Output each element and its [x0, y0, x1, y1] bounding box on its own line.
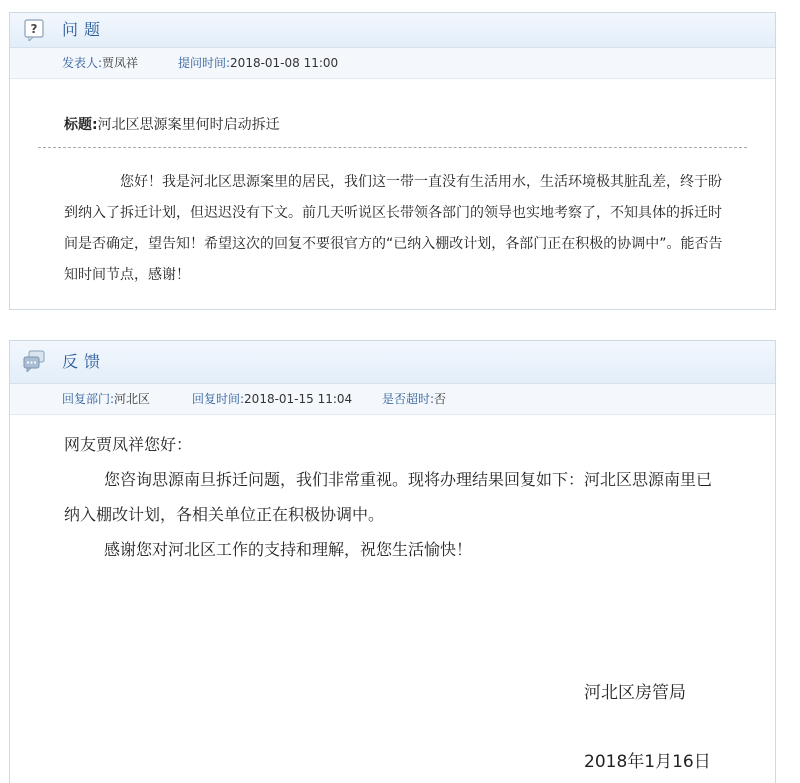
overdue-meta [382, 384, 446, 414]
question-body [64, 167, 724, 291]
feedback-meta [10, 384, 775, 415]
question-header [10, 13, 775, 48]
dashed-divider [38, 147, 747, 148]
reply-time-label: 回复时间: [192, 392, 245, 406]
question-header-title: 问题 [62, 20, 107, 39]
author-meta [62, 48, 138, 78]
feedback-paragraph-1-text: 您咨询思源南旦拆迁问题，我们非常重视。现将办理结果回复如下：河北区思源南里已纳入棚改计划，各相关单位正在积极协调中。 [64, 470, 713, 524]
question-mark-icon [23, 19, 45, 41]
svg-text:?: ? [30, 22, 38, 36]
reply-time-value: 2018-01-15 11:04 [244, 392, 353, 406]
reply-dept-value: 河北区 [114, 392, 151, 406]
ask-time-label: 提问时间: [178, 56, 231, 70]
feedback-paragraph-2 [64, 532, 724, 567]
ask-time-meta [178, 48, 338, 78]
reply-dept-meta [62, 384, 150, 414]
question-title [64, 114, 280, 134]
signature: 河北区房管局 [584, 683, 686, 703]
feedback-panel [9, 340, 776, 783]
feedback-header [10, 341, 775, 384]
feedback-body [64, 427, 724, 567]
author-value: 贾凤祥 [102, 56, 139, 70]
question-meta [10, 48, 775, 79]
feedback-greeting: 网友贾凤祥您好： [64, 435, 193, 454]
reply-time-meta [192, 384, 352, 414]
overdue-value: 否 [434, 392, 447, 406]
ask-time-value: 2018-01-08 11:00 [230, 56, 339, 70]
feedback-paragraph-1 [64, 462, 724, 532]
question-panel [9, 12, 776, 310]
feedback-header-title: 反馈 [62, 352, 107, 371]
reply-date: 2018年1月16日 [584, 752, 711, 772]
overdue-label: 是否超时: [382, 392, 435, 406]
question-title-label: 标题: [64, 117, 98, 133]
speech-bubbles-icon [23, 350, 45, 372]
author-label: 发表人: [62, 56, 103, 70]
question-title-text: 河北区思源案里何时启动拆迁 [97, 117, 280, 133]
reply-dept-label: 回复部门: [62, 392, 115, 406]
question-body-text: 您好！我是河北区思源案里的居民，我们这一带一直没有生活用水，生活环境极其脏乱差，终于盼到纳入了拆迁计划，但迟迟没有下文。前几天听说区长带领各部门的领导也实地考察了，不知具体的拆迁时间是否确定，望告知！希望这次的回复不要很官方的“已纳入棚改计划，各部门正在积极的协调中”。能否告知时间节点，感谢！ [64, 174, 723, 283]
feedback-paragraph-2-text: 感谢您对河北区工作的支持和理解，祝您生活愉快！ [104, 540, 473, 559]
